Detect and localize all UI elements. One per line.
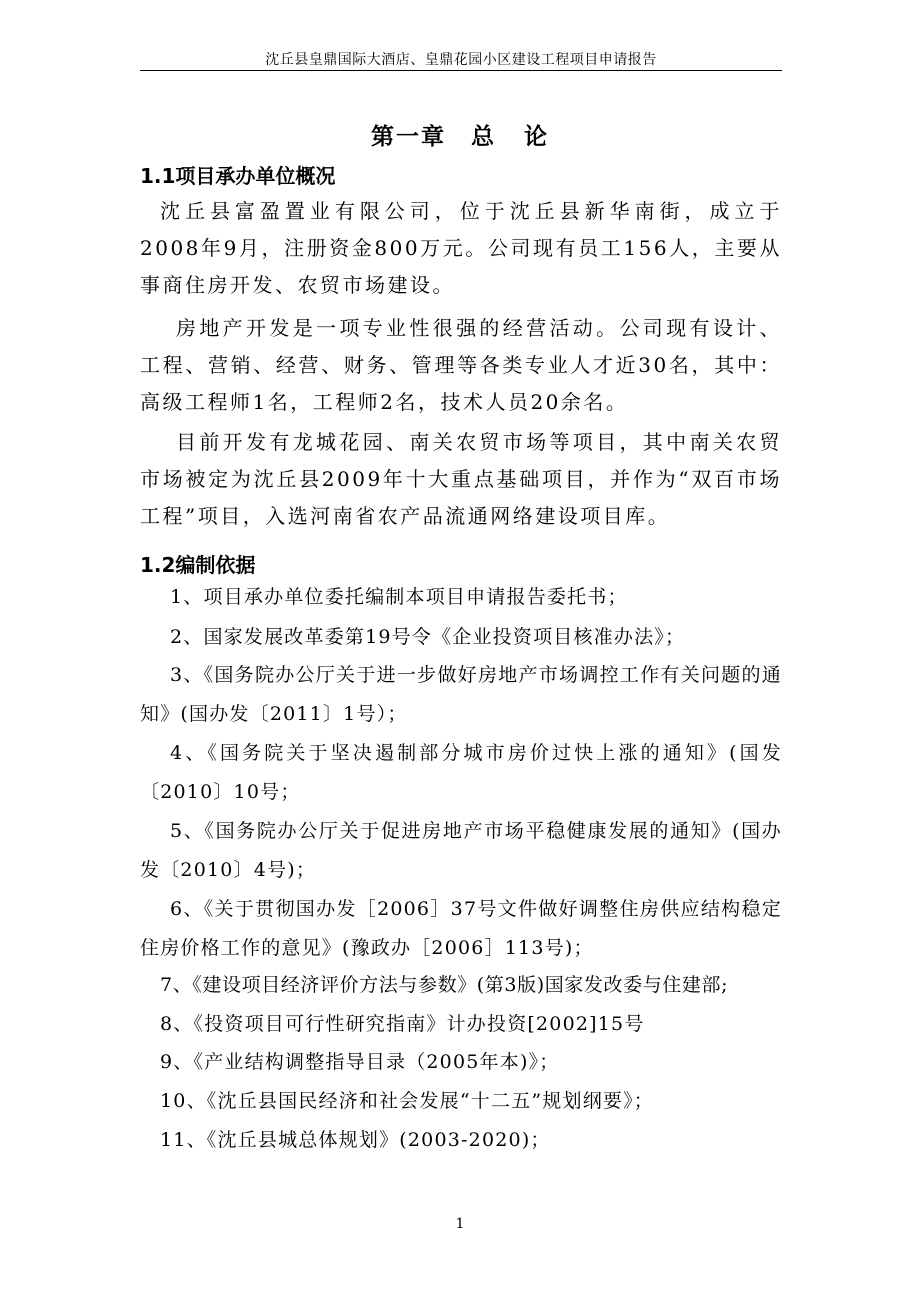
basis-item-4: 4、《国务院关于坚决遏制部分城市房价过快上涨的通知》(国发〔2010〕10号； [140,742,782,803]
basis-item-5: 5、《国务院办公厅关于促进房地产市场平稳健康发展的通知》(国办发〔2010〕4号)； [140,820,782,881]
section-heading-1-2: 1.2编制依据 [140,553,256,577]
basis-item-11: 11、《沈丘县城总体规划》(2003-2020)； [160,1129,551,1151]
basis-item-1: 1、项目承办单位委托编制本项目申请报告委托书； [170,586,628,608]
section-heading-1-1: 1.1项目承办单位概况 [140,164,336,188]
basis-item-8: 8、《投资项目可行性研究指南》计办投资[2002]15号 [160,1013,645,1035]
running-header: 沈丘县皇鼎国际大酒店、皇鼎花园小区建设工程项目申请报告 [265,52,657,68]
header-rule [140,70,782,71]
basis-item-10: 10、《沈丘县国民经济和社会发展“十二五”规划纲要》； [160,1090,655,1112]
basis-item-9: 9、《产业结构调整指导目录（2005年本)》； [160,1051,560,1073]
paragraph-company-overview: 沈丘县富盈置业有限公司，位于沈丘县新华南街，成立于2008年9月，注册资金800万元。公司现有员工156人，主要从事商住房开发、农贸市场建设。 [140,199,782,297]
paragraph-projects: 目前开发有龙城花园、南关农贸市场等项目，其中南关农贸市场被定为沈丘县2009年十大重点基础项目，并作为“双百市场工程”项目，入选河南省农产品流通网络建设项目库。 [140,430,782,528]
basis-item-6: 6、《关于贯彻国办发［2006］37号文件做好调整住房供应结构稳定住房价格工作的意见》(豫政办［2006］113号)； [140,898,782,959]
basis-item-2: 2、国家发展改革委第19号令《企业投资项目核准办法》； [170,626,686,648]
page-number: 1 [455,1216,465,1232]
chapter-title: 第一章 总 论 [370,123,549,150]
basis-item-7: 7、《建设项目经济评价方法与参数》(第3版)国家发改委与住建部; [160,974,729,996]
paragraph-staff: 房地产开发是一项专业性很强的经营活动。公司现有设计、工程、营销、经营、财务、管理等各类专业人才近30名，其中：高级工程师1名，工程师2名，技术人员20余名。 [140,316,782,414]
basis-item-3: 3、《国务院办公厅关于进一步做好房地产市场调控工作有关问题的通知》(国办发〔2011〕1号）； [140,664,782,725]
